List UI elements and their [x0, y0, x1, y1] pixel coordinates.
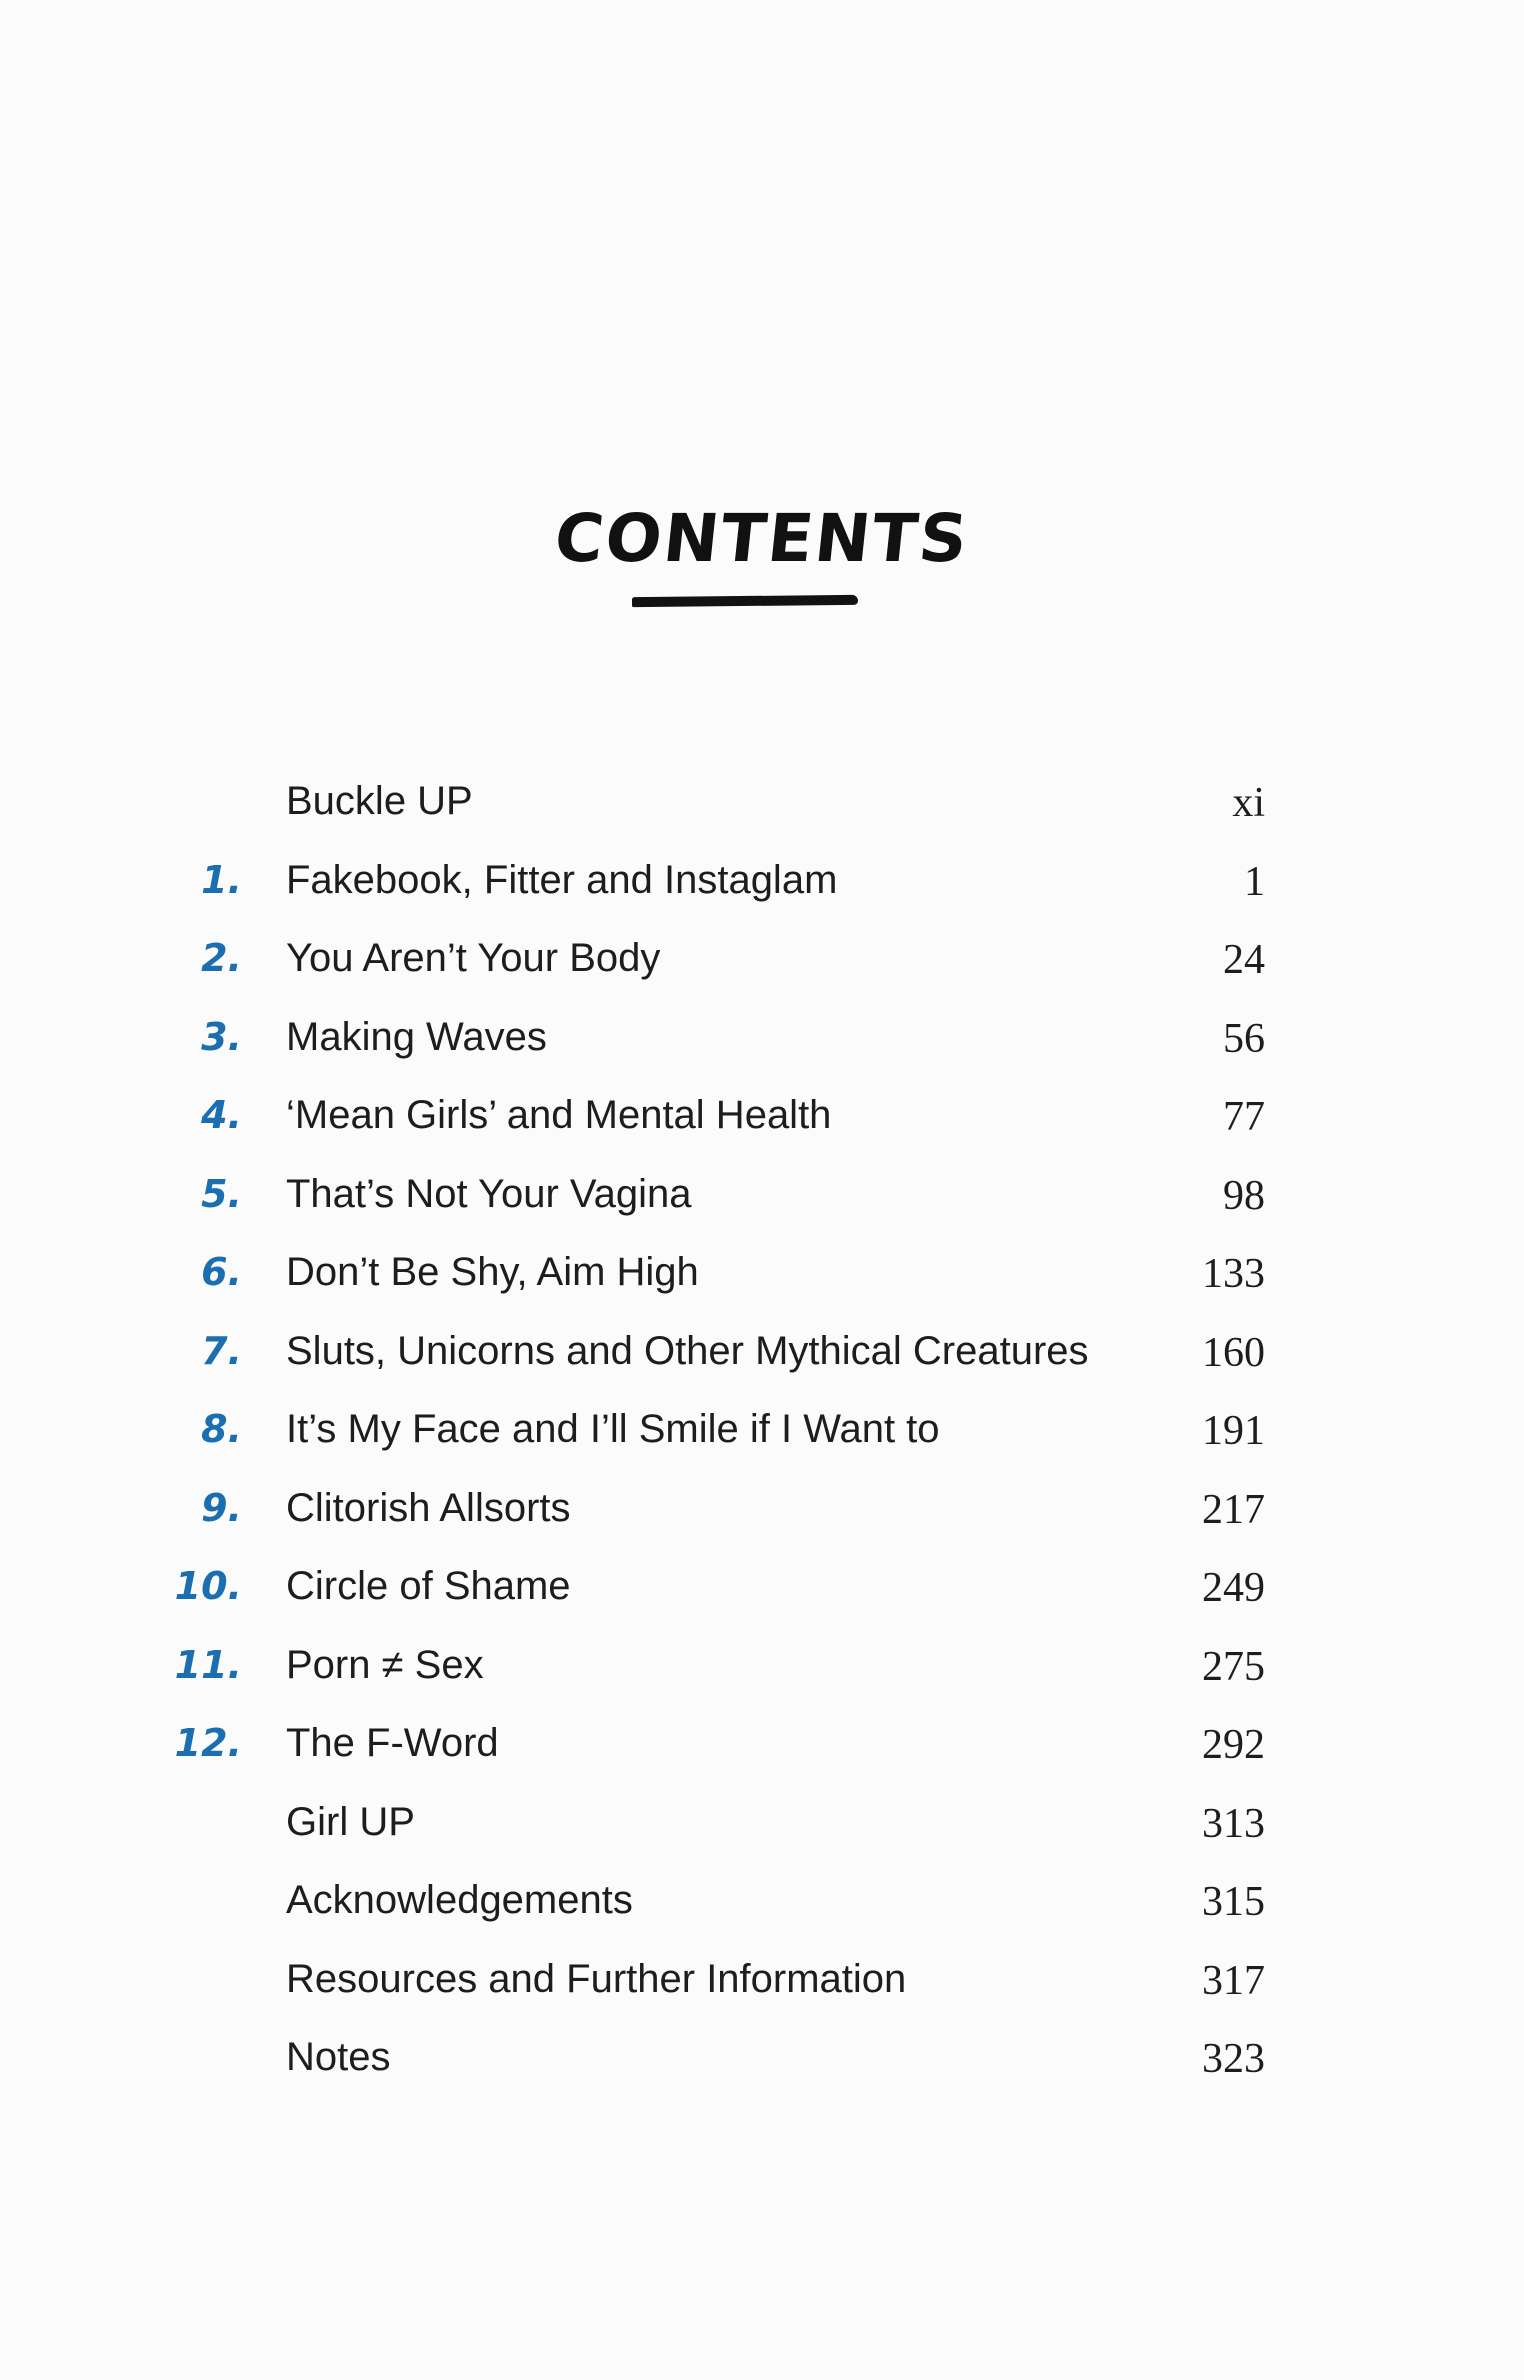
toc-entry-resources[interactable] [0, 1940, 1524, 2019]
toc-entry-chapter-9[interactable] [0, 1469, 1524, 1548]
page-number: 191 [1202, 1408, 1265, 1454]
table-of-contents [0, 762, 1524, 2097]
chapter-number: 5. [201, 1171, 242, 1216]
page-number: 160 [1202, 1329, 1265, 1376]
toc-entry-acknowledgements[interactable] [0, 1861, 1524, 1940]
entry-title: Making Waves [286, 1014, 547, 1059]
chapter-number: 6. [201, 1250, 242, 1294]
page-number: 98 [1223, 1172, 1265, 1219]
toc-entry-chapter-2[interactable] [0, 919, 1524, 998]
toc-entry-chapter-12[interactable] [0, 1704, 1524, 1783]
chapter-number: 10. [174, 1564, 242, 1608]
page-number: 24 [1223, 937, 1265, 983]
entry-title: The F-Word [286, 1721, 499, 1765]
page-number: 315 [1202, 1879, 1265, 1925]
chapter-number: 11. [174, 1642, 242, 1687]
entry-title: Circle of Shame [286, 1564, 571, 1608]
chapter-number: 8. [201, 1407, 242, 1451]
toc-entry-notes[interactable] [0, 2018, 1524, 2097]
chapter-number: 1. [201, 857, 242, 902]
entry-title: Porn ≠ Sex [286, 1642, 484, 1687]
page-number: 317 [1202, 1957, 1265, 2004]
entry-title: Sluts, Unicorns and Other Mythical Creatures [286, 1328, 1089, 1373]
page-number: 292 [1202, 1722, 1265, 1768]
entry-title: That’s Not Your Vagina [286, 1171, 692, 1216]
entry-title: ‘Mean Girls’ and Mental Health [286, 1093, 832, 1137]
page-number: 275 [1202, 1643, 1265, 1690]
toc-entry-chapter-11[interactable] [0, 1626, 1524, 1705]
toc-entry-chapter-6[interactable] [0, 1233, 1524, 1312]
entry-title: Fakebook, Fitter and Instaglam [286, 857, 838, 902]
chapter-number: 9. [201, 1485, 242, 1530]
chapter-number: 7. [201, 1328, 242, 1373]
toc-entry-girl-up[interactable] [0, 1783, 1524, 1862]
toc-entry-buckle-up[interactable] [0, 762, 1524, 841]
entry-title: Acknowledgements [286, 1878, 633, 1922]
toc-entry-chapter-7[interactable] [0, 1312, 1524, 1391]
page-number: 217 [1202, 1486, 1265, 1533]
chapter-number: 4. [201, 1093, 242, 1137]
page-number: 56 [1223, 1015, 1265, 1062]
toc-entry-chapter-8[interactable] [0, 1390, 1524, 1469]
toc-entry-chapter-10[interactable] [0, 1547, 1524, 1626]
page-number: xi [1232, 780, 1265, 826]
chapter-number: 12. [174, 1721, 242, 1765]
toc-entry-chapter-5[interactable] [0, 1155, 1524, 1234]
entry-title: You Aren’t Your Body [286, 936, 661, 980]
chapter-number: 3. [201, 1014, 242, 1059]
toc-entry-chapter-1[interactable] [0, 841, 1524, 920]
entry-title: It’s My Face and I’ll Smile if I Want to [286, 1407, 940, 1451]
toc-entry-chapter-4[interactable] [0, 1076, 1524, 1155]
page-number: 249 [1202, 1565, 1265, 1611]
chapter-number: 2. [201, 936, 242, 980]
contents-heading: CONTENTS [551, 500, 973, 577]
heading-underline [632, 595, 858, 607]
page-number: 133 [1202, 1251, 1265, 1297]
entry-title: Girl UP [286, 1799, 415, 1844]
entry-title: Notes [286, 2035, 391, 2079]
entry-title: Clitorish Allsorts [286, 1485, 571, 1530]
page-number: 77 [1223, 1094, 1265, 1140]
page-number: 1 [1244, 858, 1265, 905]
entry-title: Don’t Be Shy, Aim High [286, 1250, 699, 1294]
entry-title: Resources and Further Information [286, 1956, 907, 2001]
entry-title: Buckle UP [286, 779, 473, 823]
page-number: 313 [1202, 1800, 1265, 1847]
toc-entry-chapter-3[interactable] [0, 998, 1524, 1077]
page-number: 323 [1202, 2036, 1265, 2082]
